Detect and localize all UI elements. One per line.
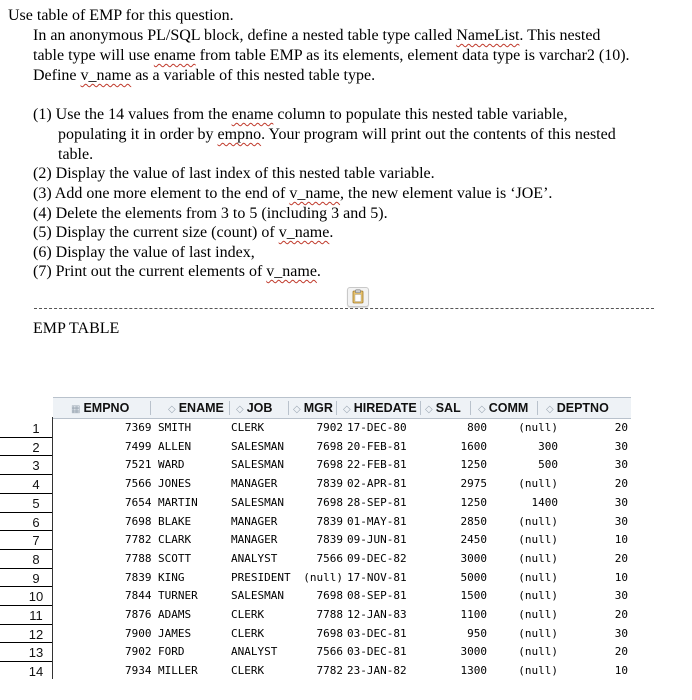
deptno-cell: 30 <box>614 514 628 528</box>
row-number-divider <box>0 530 52 531</box>
table-row[interactable] <box>0 662 692 681</box>
comm-cell: (null) <box>518 533 558 547</box>
column-header-sal[interactable]: ◇ SAL <box>425 401 461 415</box>
mgr-cell: 7839 <box>316 477 343 491</box>
hiredate-cell: 17-NOV-81 <box>347 570 407 584</box>
empno-cell: 7369 <box>125 421 152 434</box>
table-row[interactable] <box>0 550 692 569</box>
step-1-cont: populating it in order by empno. Your program will print out the contents of this nested <box>58 126 616 143</box>
comm-cell: 300 <box>538 439 558 453</box>
job-cell: SALESMAN <box>231 439 284 453</box>
column-separator <box>420 401 421 415</box>
row-number: 5 <box>32 495 40 511</box>
row-number-divider <box>0 624 52 625</box>
deptno-cell: 30 <box>614 589 628 603</box>
deptno-cell: 20 <box>614 551 628 565</box>
column-header-hiredate[interactable]: ◇ HIREDATE <box>343 401 417 415</box>
column-separator <box>229 401 230 415</box>
table-row[interactable] <box>0 606 692 625</box>
deptno-cell: 30 <box>614 495 628 509</box>
mgr-cell: 7782 <box>316 664 343 678</box>
intro-line-2: In an anonymous PL/SQL block, define a nested table type called NameList. This nested <box>33 27 601 44</box>
ename-cell: SCOTT <box>158 551 192 565</box>
deptno-cell: 30 <box>614 458 628 472</box>
table-row[interactable] <box>0 494 692 513</box>
row-number-divider <box>0 455 52 456</box>
empno-cell: 7499 <box>125 439 152 453</box>
sal-cell: 3000 <box>460 645 487 659</box>
row-number-divider <box>0 586 52 587</box>
step-6: (6) Display the value of last index, <box>33 244 255 261</box>
job-cell: CLERK <box>231 664 265 678</box>
ename-cell: TURNER <box>158 589 198 603</box>
column-separator <box>537 401 538 415</box>
deptno-cell: 30 <box>614 439 628 453</box>
sort-icon: ◇ <box>478 404 486 415</box>
column-header-comm[interactable]: ◇ COMM <box>478 401 529 415</box>
mgr-cell: 7698 <box>316 458 343 472</box>
mgr-cell: 7698 <box>316 589 343 603</box>
hiredate-cell: 08-SEP-81 <box>347 589 407 603</box>
mgr-cell: 7839 <box>316 514 343 528</box>
sal-cell: 2450 <box>460 533 487 547</box>
column-separator <box>336 401 337 415</box>
job-cell: SALESMAN <box>231 458 284 472</box>
row-number: 14 <box>28 664 44 680</box>
comm-cell: (null) <box>518 477 558 491</box>
dashed-divider <box>34 308 654 309</box>
ename-cell: SMITH <box>158 421 192 434</box>
ename-cell: JONES <box>158 477 192 491</box>
sal-cell: 1300 <box>460 664 487 678</box>
step-7: (7) Print out the current elements of v_name. <box>33 263 321 280</box>
sort-icon: ◇ <box>168 404 176 415</box>
ename-cell: BLAKE <box>158 514 192 528</box>
job-cell: CLERK <box>231 421 265 434</box>
intro-line-3: table type will use ename from table EMP as its elements, element data type is varchar2 (10). <box>33 47 630 64</box>
ename-cell: MARTIN <box>158 495 198 509</box>
deptno-cell: 10 <box>614 570 628 584</box>
job-cell: MANAGER <box>231 477 278 491</box>
row-number-divider <box>0 642 52 643</box>
row-number: 12 <box>28 626 44 642</box>
hiredate-cell: 17-DEC-80 <box>347 421 407 434</box>
comm-cell: (null) <box>518 626 558 640</box>
job-cell: MANAGER <box>231 533 278 547</box>
deptno-cell: 20 <box>614 608 628 621</box>
column-separator <box>150 401 151 415</box>
sal-cell: 800 <box>467 421 487 434</box>
row-number-divider <box>0 512 52 513</box>
ename-cell: CLARK <box>158 533 192 547</box>
ename-cell: FORD <box>158 645 185 659</box>
hiredate-cell: 28-SEP-81 <box>347 495 407 509</box>
comm-cell: (null) <box>518 570 558 584</box>
sal-cell: 2975 <box>460 477 487 491</box>
empno-cell: 7782 <box>125 533 152 547</box>
mgr-cell: 7698 <box>316 495 343 509</box>
row-number-divider <box>0 493 52 494</box>
step-5: (5) Display the current size (count) of v_name. <box>33 224 334 241</box>
mgr-cell: 7698 <box>316 626 343 640</box>
job-cell: MANAGER <box>231 514 278 528</box>
empno-cell: 7876 <box>125 608 152 621</box>
hiredate-cell: 23-JAN-82 <box>347 664 407 678</box>
row-number: 1 <box>32 421 40 436</box>
job-cell: ANALYST <box>231 645 278 659</box>
sal-cell: 5000 <box>460 570 487 584</box>
table-row[interactable] <box>0 438 692 457</box>
mgr-cell: 7698 <box>316 439 343 453</box>
table-row[interactable] <box>0 531 692 550</box>
empno-cell: 7934 <box>125 664 152 678</box>
job-cell: SALESMAN <box>231 589 284 603</box>
table-row[interactable] <box>0 419 692 438</box>
deptno-cell: 10 <box>614 533 628 547</box>
job-cell: SALESMAN <box>231 495 284 509</box>
sal-cell: 2850 <box>460 514 487 528</box>
mgr-cell: 7902 <box>316 421 343 434</box>
hiredate-cell: 09-JUN-81 <box>347 533 407 547</box>
hiredate-cell: 03-DEC-81 <box>347 626 407 640</box>
row-number-divider <box>0 549 52 550</box>
deptno-cell: 10 <box>614 664 628 678</box>
row-number-divider <box>0 605 52 606</box>
ename-cell: KING <box>158 570 185 584</box>
intro-line-1: Use table of EMP for this question. <box>8 7 234 24</box>
sal-cell: 1250 <box>460 495 487 509</box>
empno-cell: 7900 <box>125 626 152 640</box>
empno-cell: 7698 <box>125 514 152 528</box>
table-grid-icon: ▦ <box>71 404 81 415</box>
sort-icon: ◇ <box>343 404 351 415</box>
row-number-divider <box>0 437 52 438</box>
mgr-cell: 7788 <box>316 608 343 621</box>
row-number-divider <box>0 568 52 569</box>
hiredate-cell: 22-FEB-81 <box>347 458 407 472</box>
comm-cell: 500 <box>538 458 558 472</box>
table-row[interactable] <box>0 513 692 532</box>
step-1: (1) Use the 14 values from the ename column to populate this nested table variable, <box>33 106 568 123</box>
comm-cell: (null) <box>518 421 558 434</box>
row-number: 7 <box>32 533 40 549</box>
sal-cell: 1600 <box>460 439 487 453</box>
table-row[interactable] <box>0 587 692 606</box>
row-number: 10 <box>28 589 44 605</box>
comm-cell: (null) <box>518 664 558 678</box>
deptno-cell: 20 <box>614 477 628 491</box>
sort-icon: ◇ <box>293 404 301 415</box>
column-header-empno[interactable]: ▦ EMPNO <box>71 401 130 415</box>
mgr-cell: 7839 <box>316 533 343 547</box>
hiredate-cell: 12-JAN-83 <box>347 608 407 621</box>
row-number: 13 <box>28 645 44 661</box>
column-header-job[interactable]: ◇ JOB <box>236 401 273 415</box>
sal-cell: 1250 <box>460 458 487 472</box>
deptno-cell: 20 <box>614 645 628 659</box>
hiredate-cell: 01-MAY-81 <box>347 514 407 528</box>
deptno-cell: 20 <box>614 421 628 434</box>
row-number: 11 <box>29 608 43 623</box>
empno-cell: 7902 <box>125 645 152 659</box>
row-number: 9 <box>32 570 40 586</box>
step-1-cont-2: table. <box>58 146 94 163</box>
table-row[interactable] <box>0 643 692 662</box>
hiredate-cell: 02-APR-81 <box>347 477 407 491</box>
mgr-cell: 7566 <box>316 551 343 565</box>
empno-cell: 7654 <box>125 495 152 509</box>
column-header-deptno[interactable]: ◇ DEPTNO <box>546 401 609 415</box>
hiredate-cell: 03-DEC-81 <box>347 645 407 659</box>
job-cell: ANALYST <box>231 551 278 565</box>
mgr-cell: (null) <box>303 570 343 584</box>
mgr-cell: 7566 <box>316 645 343 659</box>
sal-cell: 950 <box>467 626 487 640</box>
row-number: 2 <box>32 439 40 455</box>
empno-cell: 7521 <box>125 458 152 472</box>
deptno-cell: 30 <box>614 626 628 640</box>
sal-cell: 3000 <box>460 551 487 565</box>
ename-cell: ADAMS <box>158 608 192 621</box>
empno-cell: 7839 <box>125 570 152 584</box>
table-row[interactable] <box>0 475 692 494</box>
ename-cell: ALLEN <box>158 439 192 453</box>
row-number: 6 <box>32 514 40 530</box>
clipboard-icon[interactable] <box>347 287 369 307</box>
comm-cell: (null) <box>518 645 558 659</box>
empno-cell: 7844 <box>125 589 152 603</box>
comm-cell: 1400 <box>531 495 558 509</box>
table-row[interactable] <box>0 625 692 644</box>
hiredate-cell: 20-FEB-81 <box>347 439 407 453</box>
row-number-divider <box>0 661 52 662</box>
job-cell: CLERK <box>231 626 265 640</box>
table-row[interactable] <box>0 456 692 475</box>
comm-cell: (null) <box>518 608 558 621</box>
sal-cell: 1100 <box>460 608 487 621</box>
empno-cell: 7566 <box>125 477 152 491</box>
hiredate-cell: 09-DEC-82 <box>347 551 407 565</box>
column-separator <box>470 401 471 415</box>
job-cell: CLERK <box>231 608 265 621</box>
empno-cell: 7788 <box>125 551 152 565</box>
comm-cell: (null) <box>518 551 558 565</box>
sort-icon: ◇ <box>425 404 433 415</box>
row-number: 4 <box>32 477 40 493</box>
table-row[interactable] <box>0 569 692 588</box>
step-2: (2) Display the value of last index of this nested table variable. <box>33 165 435 182</box>
column-separator <box>288 401 289 415</box>
comm-cell: (null) <box>518 589 558 603</box>
row-number: 8 <box>32 551 40 567</box>
step-4: (4) Delete the elements from 3 to 5 (including 3 and 5). <box>33 205 388 222</box>
sal-cell: 1500 <box>460 589 487 603</box>
comm-cell: (null) <box>518 514 558 528</box>
ename-cell: JAMES <box>158 626 192 640</box>
step-3: (3) Add one more element to the end of v_name, the new element value is ‘JOE’. <box>33 185 553 202</box>
sort-icon: ◇ <box>546 404 554 415</box>
column-header-ename[interactable]: ◇ ENAME <box>168 401 224 415</box>
row-number: 3 <box>32 458 40 474</box>
table-header <box>53 397 631 419</box>
ename-cell: WARD <box>158 458 185 472</box>
row-number-divider <box>0 474 52 475</box>
sort-icon: ◇ <box>236 404 244 415</box>
intro-line-4: Define v_name as a variable of this nested table type. <box>33 67 376 84</box>
column-header-mgr[interactable]: ◇ MGR <box>293 401 333 415</box>
job-cell: PRESIDENT <box>231 570 291 584</box>
ename-cell: MILLER <box>158 664 198 678</box>
emp-table-title: EMP TABLE <box>33 320 120 337</box>
